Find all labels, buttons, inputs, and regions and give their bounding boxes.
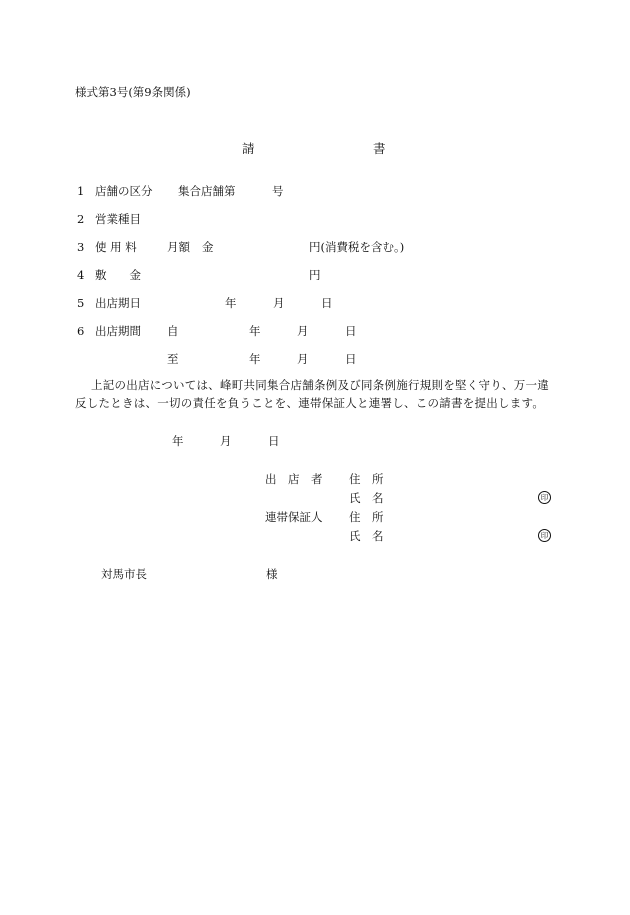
item-6-from-day: 日 — [345, 324, 357, 338]
item-1-number: 1 — [77, 184, 85, 198]
body-text-line-2: 反したときは、一切の責任を負うことを、連帯保証人と連署し、この請書を提出します。 — [75, 396, 545, 410]
item-6-number: 6 — [77, 324, 85, 338]
guarantor-seal-mark: 印 — [538, 529, 551, 542]
item-5-day: 日 — [321, 296, 333, 310]
item-5-label: 出店期日 — [95, 296, 141, 310]
item-3-number: 3 — [77, 240, 85, 254]
date-month: 月 — [220, 434, 232, 448]
item-5-number: 5 — [77, 296, 85, 310]
item-6-label: 出店期間 — [95, 324, 141, 338]
guarantor-label: 連帯保証人 — [265, 510, 323, 524]
item-4-number: 4 — [77, 268, 85, 282]
guarantor-name-label: 氏 名 — [349, 529, 384, 543]
applicant-seal-mark: 印 — [538, 491, 551, 504]
item-5-year: 年 — [225, 296, 237, 310]
title-right-char: 書 — [373, 141, 386, 156]
item-4-amount-suffix: 円 — [309, 268, 321, 282]
item-4-label: 敷 金 — [95, 268, 141, 282]
item-3-label: 使 用 料 — [95, 240, 137, 254]
addressee-name: 対馬市長 — [101, 567, 147, 581]
item-3-amount-prefix: 金 — [202, 240, 214, 254]
item-6-from-year: 年 — [249, 324, 261, 338]
date-year: 年 — [172, 434, 184, 448]
applicant-address-label: 住 所 — [349, 472, 384, 486]
item-6-to-month: 月 — [297, 352, 309, 366]
item-6-to-day: 日 — [345, 352, 357, 366]
date-day: 日 — [268, 434, 280, 448]
guarantor-address-label: 住 所 — [349, 510, 384, 524]
item-1-value-prefix: 集合店舗第 — [178, 184, 236, 198]
title-left-char: 請 — [242, 141, 255, 156]
item-2-number: 2 — [77, 212, 85, 226]
applicant-name-label: 氏 名 — [349, 491, 384, 505]
body-text-line-1: 上記の出店については、峰町共同集合店舗条例及び同条例施行規則を堅く守り、万一違 — [91, 378, 550, 392]
item-3-amount-suffix: 円(消費税を含む。) — [309, 240, 405, 254]
item-3-sub-label: 月額 — [167, 240, 190, 254]
item-1-label: 店舗の区分 — [95, 184, 153, 198]
form-label: 様式第3号(第9条関係) — [75, 85, 191, 99]
addressee-honorific: 様 — [266, 567, 278, 581]
applicant-label: 出 店 者 — [265, 472, 323, 486]
item-2-label: 営業種目 — [95, 212, 141, 226]
item-6-from: 自 — [167, 324, 179, 338]
item-6-to: 至 — [167, 352, 179, 366]
item-6-from-month: 月 — [297, 324, 309, 338]
item-5-month: 月 — [273, 296, 285, 310]
item-1-value-suffix: 号 — [272, 184, 284, 198]
item-6-to-year: 年 — [249, 352, 261, 366]
